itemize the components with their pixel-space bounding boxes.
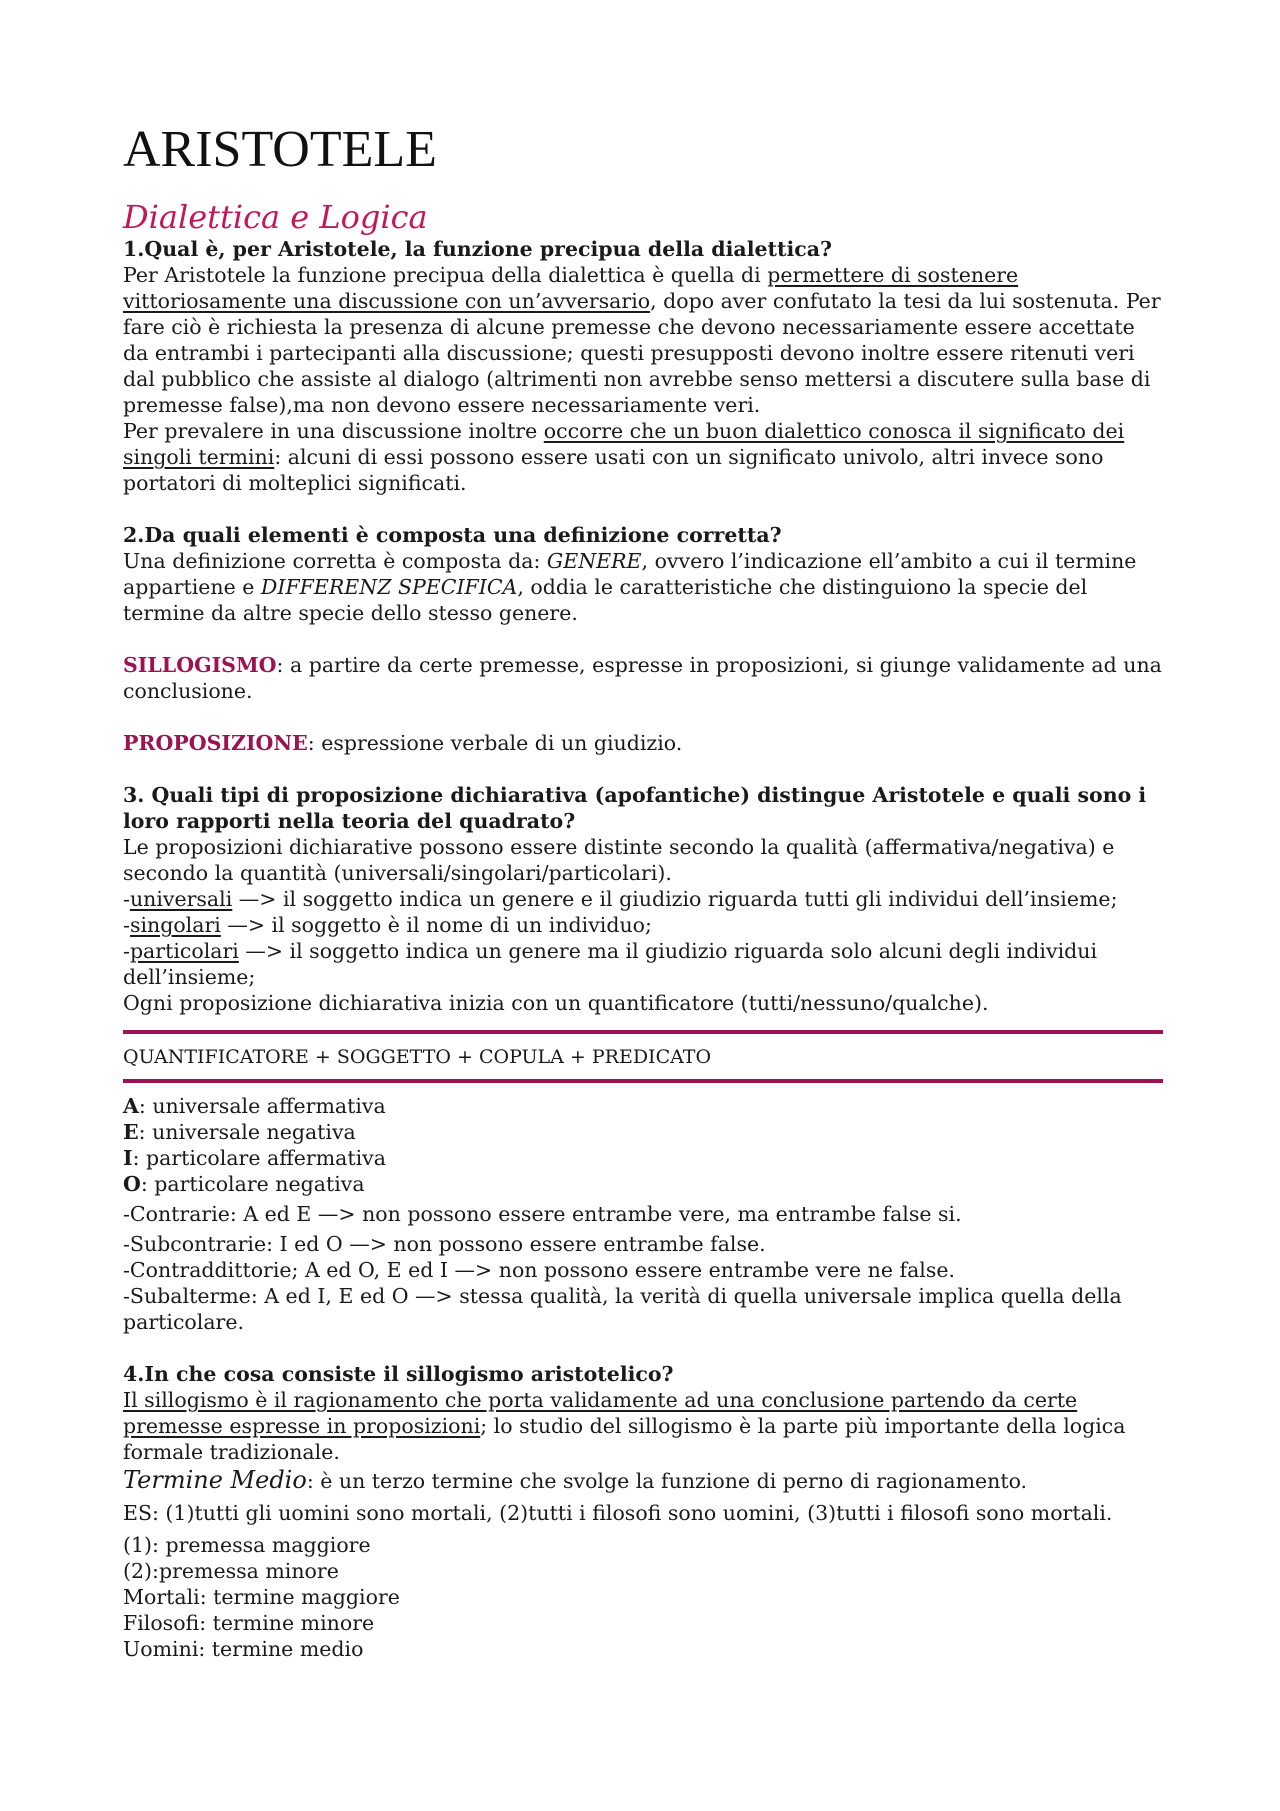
type-item xyxy=(123,1171,1163,1197)
section-title: Dialettica e Logica xyxy=(123,198,428,236)
text-span: Per prevalere in una discussione inoltre xyxy=(123,419,544,443)
sillogismo-term: SILLOGISMO xyxy=(123,653,277,677)
underlined-text: Il sillogismo è il ragionamento che porta validamente ad una conclusione partendo da certe premesse espresse in proposizioni xyxy=(123,1388,1078,1438)
underlined-text: occorre che un buon dialettico conosca il significato dei singoli termini xyxy=(123,419,1125,469)
legend-item: Uomini: termine medio xyxy=(123,1637,364,1661)
type-item xyxy=(123,1119,1163,1145)
document-page xyxy=(123,120,1163,1662)
legend-item: Filosofi: termine minore xyxy=(123,1611,375,1635)
text-span: , ovvero l’indicazione ell’ambito a cui il termine appartiene e xyxy=(123,549,1137,599)
answer-4 xyxy=(123,1387,1163,1465)
list-item-term: universali xyxy=(129,887,233,911)
type-item xyxy=(123,1093,1163,1119)
text-span: - xyxy=(123,913,130,937)
list-item-term: singolari xyxy=(129,913,221,937)
text-span: Una definizione corretta è composta da: xyxy=(123,549,547,573)
relation-item: -Subcontrarie: I ed O —> non possono essere entrambe false. xyxy=(123,1232,766,1256)
text-span: : universale affermativa xyxy=(138,1094,386,1118)
answer-1-paragraph-2 xyxy=(123,418,1163,496)
list-item xyxy=(123,886,1163,912)
text-span: ; lo studio del sillogismo è la parte più importante della logica formale tradizionale. xyxy=(123,1414,1126,1464)
question-1: 1.Qual è, per Aristotele, la funzione precipua della dialettica? xyxy=(123,237,833,261)
relation-item: -Subalterme: A ed I, E ed O —> stessa qualità, la verità di quella universale implica quella della particolare. xyxy=(123,1284,1122,1334)
example-line: ES: (1)tutti gli uomini sono mortali, (2)tutti i filosofi sono uomini, (3)tutti i filosofi sono mortali. xyxy=(123,1501,1113,1525)
question-2: 2.Da quali elementi è composta una definizione corretta? xyxy=(123,523,782,547)
text-span: : particolare negativa xyxy=(140,1172,365,1196)
answer-3-intro: Le proposizioni dichiarative possono essere distinte secondo la qualità (affermativa/negativa) e secondo la quantità (universali/singolari/particolari). xyxy=(123,835,1115,885)
list-item xyxy=(123,938,1163,990)
termine-medio-label: Termine Medio xyxy=(123,1466,307,1494)
type-letter: A xyxy=(123,1094,139,1118)
list-item xyxy=(123,912,1163,938)
document-title: ARISTOTELE xyxy=(123,121,437,178)
question-4: 4.In che cosa consiste il sillogismo aristotelico? xyxy=(123,1362,674,1386)
proposizione-definition xyxy=(123,730,1163,756)
question-3: 3. Quali tipi di proposizione dichiarativa (apofantiche) distingue Aristotele e quali sono i loro rapporti nella teoria del quadrato? xyxy=(123,783,1147,833)
type-letter: E xyxy=(123,1120,139,1144)
spacer xyxy=(123,496,1163,522)
answer-2 xyxy=(123,548,1163,626)
spacer xyxy=(123,626,1163,652)
type-item xyxy=(123,1145,1163,1171)
text-span: : particolare affermativa xyxy=(132,1146,386,1170)
relation-item: -Contrarie: A ed E —> non possono essere entrambe vere, ma entrambe false si. xyxy=(123,1202,962,1226)
answer-1-paragraph-1 xyxy=(123,262,1163,418)
spacer xyxy=(123,756,1163,782)
legend-item: (1): premessa maggiore xyxy=(123,1533,371,1557)
text-span: : a partire da certe premesse, espresse in proposizioni, si giunge validamente ad una conclusione. xyxy=(123,653,1162,703)
underlined-text: permettere di sostenere vittoriosamente una discussione con un’avversario xyxy=(123,263,1019,313)
legend-item: (2):premessa minore xyxy=(123,1559,339,1583)
sillogismo-definition xyxy=(123,652,1163,704)
text-span: : è un terzo termine che svolge la funzione di perno di ragionamento. xyxy=(306,1469,1028,1493)
spacer xyxy=(123,1335,1163,1361)
differenza-term: DIFFERENZ SPECIFICA xyxy=(260,575,518,599)
text-span: —> il soggetto è il nome di un individuo; xyxy=(220,913,652,937)
termine-medio-definition xyxy=(123,1467,1163,1494)
answer-3-closing: Ogni proposizione dichiarativa inizia con un quantificatore (tutti/nessuno/qualche). xyxy=(123,991,989,1015)
text-span: - xyxy=(123,939,130,963)
text-span: —> il soggetto indica un genere ma il giudizio riguarda solo alcuni degli individui dell’insieme; xyxy=(123,939,1098,989)
list-item-term: particolari xyxy=(129,939,239,963)
type-letter: I xyxy=(123,1146,133,1170)
text-span: , dopo aver confutato la tesi da lui sostenuta. Per fare ciò è richiesta la presenza di alcune premesse che devono necessariamente essere accettate da entrambi i partecipanti alla discussione; questi presupposti devono inoltre essere ritenuti veri dal pubblico che assiste al dialogo (altrimenti non avrebbe senso mettersi a discutere sulla base di premesse false),ma non devono essere necessariamente veri. xyxy=(123,289,1161,417)
text-span: , oddia le caratteristiche che distinguiono la specie del termine da altre specie dello stesso genere. xyxy=(123,575,1088,625)
text-span: : alcuni di essi possono essere usati con un significato univolo, altri invece sono portatori di molteplici significati. xyxy=(123,445,1104,495)
text-span: —> il soggetto indica un genere e il giudizio riguarda tutti gli individui dell’insieme; xyxy=(232,887,1118,911)
genere-term: GENERE xyxy=(546,549,642,573)
text-span: : espressione verbale di un giudizio. xyxy=(307,731,683,755)
type-letter: O xyxy=(123,1172,141,1196)
relation-item: -Contraddittorie; A ed O, E ed I —> non possono essere entrambe vere ne false. xyxy=(123,1258,956,1282)
proposizione-term: PROPOSIZIONE xyxy=(123,731,308,755)
text-span: Per Aristotele la funzione precipua della dialettica è quella di xyxy=(123,263,768,287)
spacer xyxy=(123,704,1163,730)
text-span: - xyxy=(123,887,130,911)
text-span: : universale negativa xyxy=(138,1120,356,1144)
formula-box: QUANTIFICATORE + SOGGETTO + COPULA + PREDICATO xyxy=(123,1046,712,1068)
divider-bottom xyxy=(123,1079,1163,1083)
legend-item: Mortali: termine maggiore xyxy=(123,1585,400,1609)
